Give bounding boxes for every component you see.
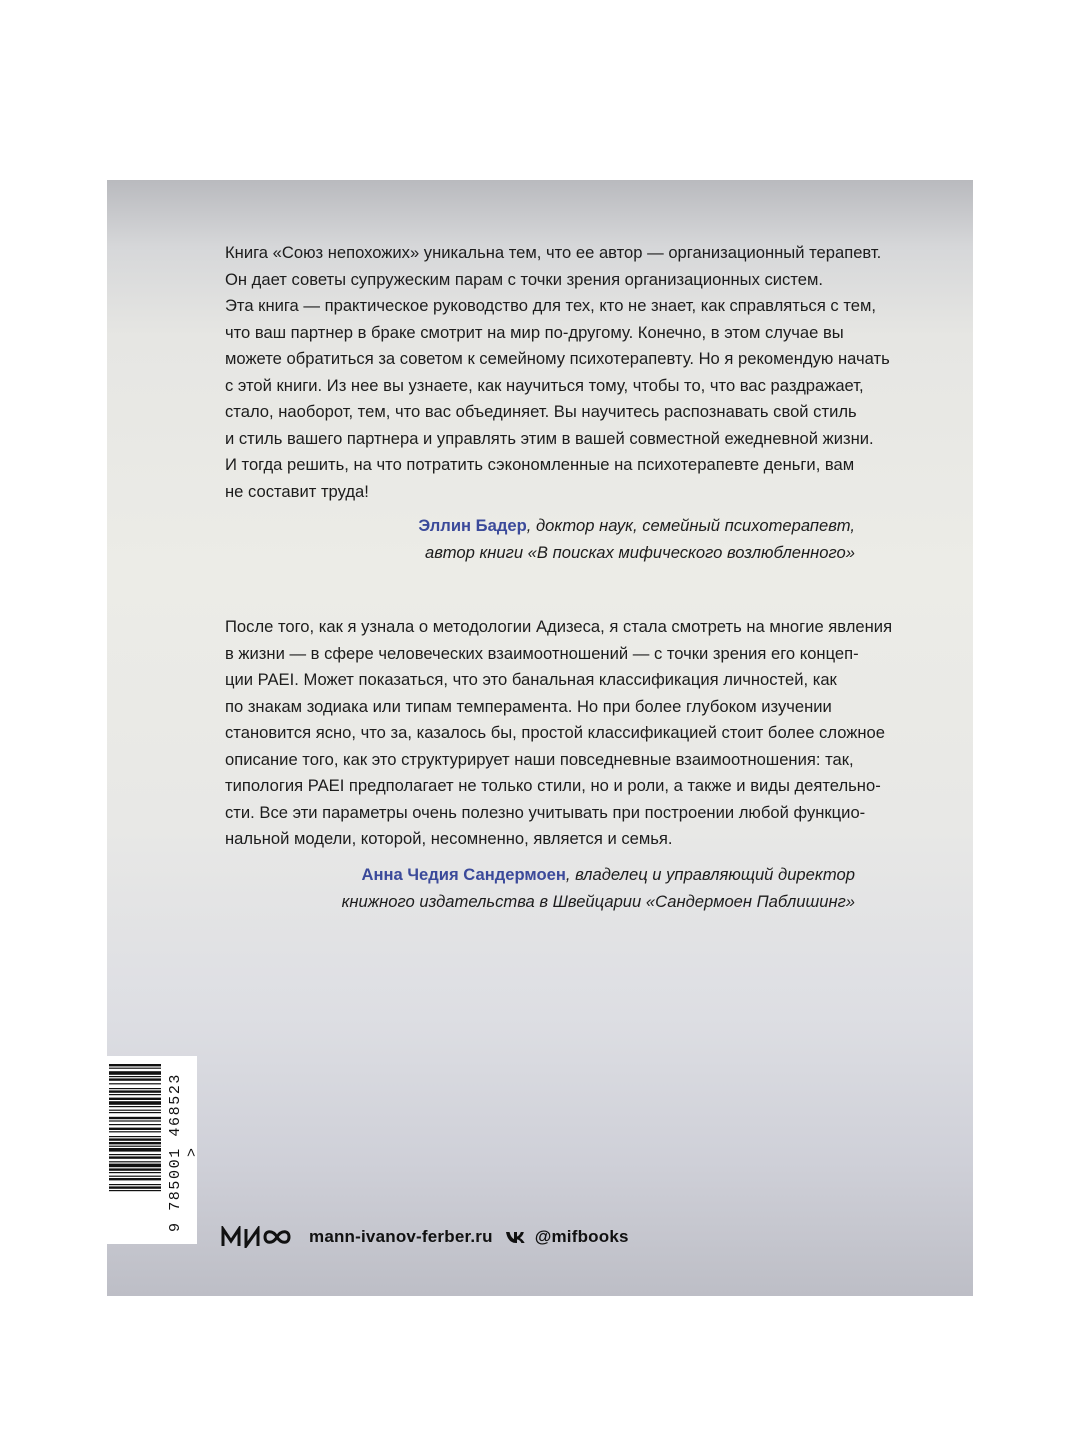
isbn-number: 9 785001 468523 > xyxy=(167,1072,201,1232)
attribution-sandermoen xyxy=(342,862,855,915)
quote-line: Эта книга — практическое руководство для тех, кто не знает, как справляться с тем, xyxy=(225,296,876,315)
author-name: Анна Чедия Сандермоен xyxy=(361,865,566,884)
publisher-footer xyxy=(221,1222,629,1252)
quote-line: что ваш партнер в браке смотрит на мир по-другому. Конечно, в этом случае вы xyxy=(225,322,844,342)
quote-line: И тогда решить, на что потратить сэкономленные на психотерапевте деньги, вам xyxy=(225,455,855,474)
author-name: Эллин Бадер xyxy=(418,516,527,535)
author-title: , владелец и управляющий директор xyxy=(565,865,855,884)
quote-line: не составит труда! xyxy=(225,481,369,501)
mif-logo xyxy=(221,1222,293,1252)
vk-icon xyxy=(505,1230,527,1244)
author-title-line2: автор книги «В поисках мифического возлюбленного» xyxy=(425,542,855,562)
quote-line: по знакам зодиака или типам темперамента. Но при более глубоком изучении xyxy=(225,696,832,716)
quote-line: сти. Все эти параметры очень полезно учитывать при построении любой функцио- xyxy=(225,802,866,822)
quote-line: После того, как я узнала о методологии Адизеса, я стала смотреть на многие явления xyxy=(225,617,893,636)
attribution-bader xyxy=(418,513,855,566)
quote-line: становится ясно, что за, казалось бы, простой классификацией стоит более сложное xyxy=(225,723,885,742)
author-title: , доктор наук, семейный психотерапевт, xyxy=(526,516,855,535)
isbn-barcode xyxy=(107,1056,201,1244)
quote-bader xyxy=(225,240,890,505)
social-handle[interactable]: @mifbooks xyxy=(534,1227,629,1246)
quote-line: ции PAEI. Может показаться, что это банальная классификация личностей, как xyxy=(225,670,837,689)
book-back-cover xyxy=(107,180,973,1296)
quote-line: Книга «Союз непохожих» уникальна тем, что ее автор — организационный терапевт. xyxy=(225,243,882,262)
quote-line: стало, наоборот, тем, что вас объединяет. Вы научитесь распознавать свой стиль xyxy=(225,402,857,421)
mif-logo-icon xyxy=(221,1226,293,1248)
quote-line: в жизни — в сфере человеческих взаимоотношений — с точки зрения его концеп- xyxy=(225,643,859,663)
quote-line: нальной модели, которой, несомненно, является и семья. xyxy=(225,829,673,848)
website-link[interactable]: mann-ivanov-ferber.ru xyxy=(309,1227,493,1246)
quote-line: Он дает советы супружеским парам с точки зрения организационных систем. xyxy=(225,269,823,289)
author-title-line2: книжного издательства в Швейцарии «Сандермоен Паблишинг» xyxy=(341,891,855,911)
quote-line: и стиль вашего партнера и управлять этим в вашей совместной ежедневной жизни. xyxy=(225,428,874,448)
quote-sandermoen xyxy=(225,614,893,853)
quote-line: типология PAEI предполагает не только стили, но и роли, а также и виды деятельно- xyxy=(225,776,881,795)
quote-line: можете обратиться за советом к семейному психотерапевту. Но я рекомендую начать xyxy=(225,349,890,368)
barcode-bars-icon xyxy=(107,1056,165,1244)
quote-line: с этой книги. Из нее вы узнаете, как научиться тому, чтобы то, что вас раздражает, xyxy=(225,375,864,395)
quote-line: описание того, как это структурирует наши повседневные взаимоотношения: так, xyxy=(225,749,854,769)
